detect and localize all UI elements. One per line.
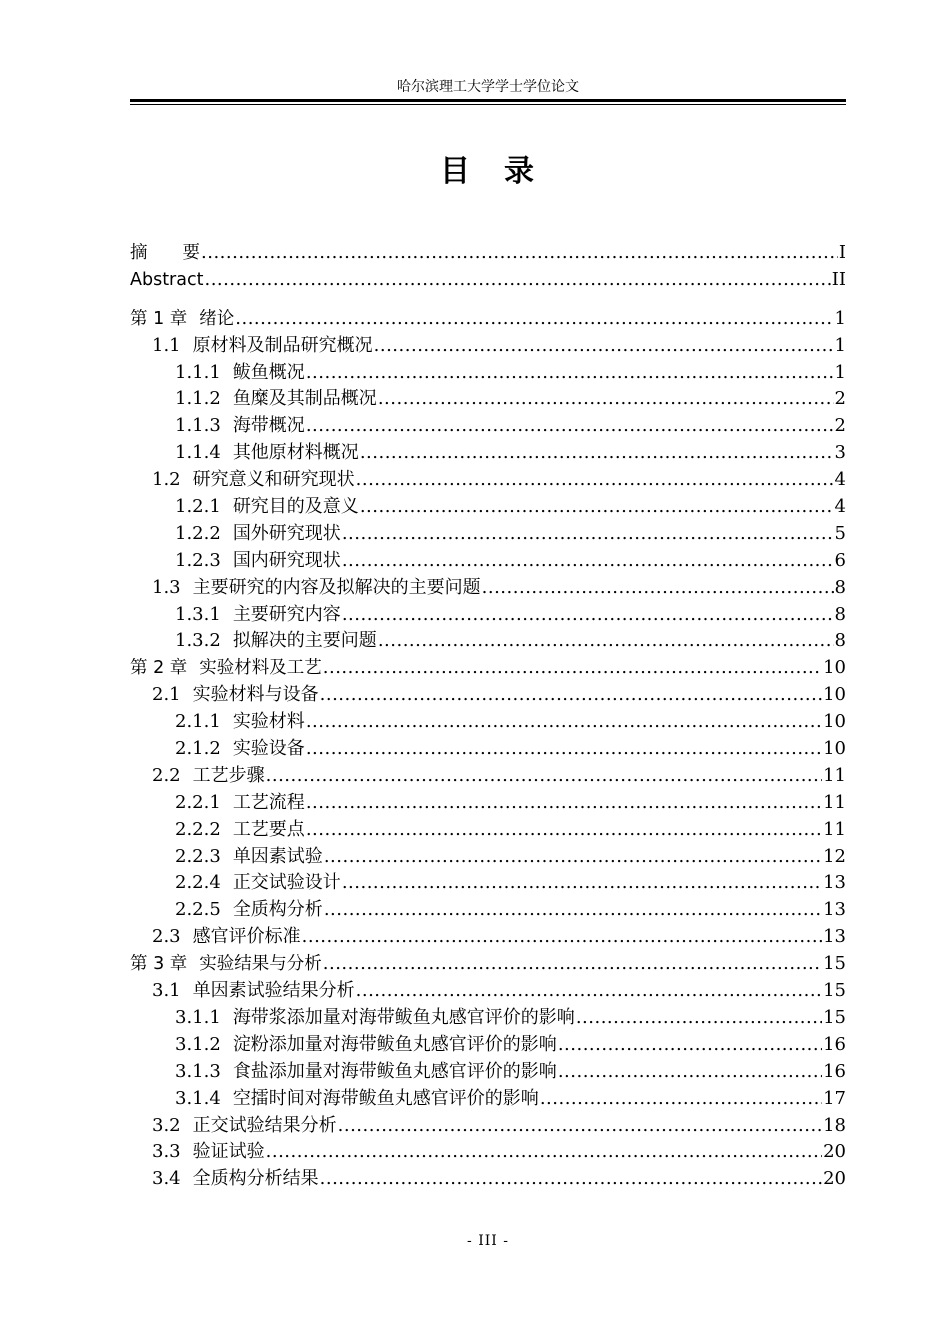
- toc-dot-leader: [235, 306, 833, 333]
- toc-entry-page: 11: [823, 818, 846, 840]
- toc-entry-page: 20: [823, 1141, 846, 1163]
- toc-dot-leader: [338, 1113, 822, 1140]
- table-of-contents: [130, 240, 846, 1193]
- toc-entry-number: 1.3.1: [175, 603, 221, 625]
- toc-entry-page: I: [838, 242, 846, 263]
- toc-entry-label: 拟解决的主要问题: [232, 630, 377, 652]
- toc-entry-number: 1.1.3: [175, 415, 221, 437]
- toc-entry[interactable]: [130, 870, 846, 897]
- toc-entry-page: 15: [823, 1006, 846, 1028]
- toc-dot-leader: [356, 467, 834, 494]
- toc-entry-label: 海带概况: [232, 415, 305, 437]
- toc-dot-leader: [266, 1139, 822, 1166]
- toc-dot-leader: [306, 790, 822, 817]
- toc-entry[interactable]: [130, 924, 846, 951]
- toc-entry-label: 感官评价标准: [192, 926, 301, 948]
- toc-entry[interactable]: [130, 951, 846, 978]
- toc-entry-number: 3.1.1: [175, 1006, 221, 1028]
- toc-dot-leader: [482, 575, 834, 602]
- toc-entry-number: 第 1 章: [130, 308, 188, 329]
- toc-entry[interactable]: [130, 1166, 846, 1193]
- toc-entry-page: 3: [834, 442, 846, 464]
- toc-dot-leader: [323, 951, 822, 978]
- page-title: 目 录: [440, 154, 536, 189]
- toc-dot-leader: [540, 1086, 822, 1113]
- toc-entry-number: 3.1.2: [175, 1033, 221, 1055]
- toc-entry[interactable]: [130, 790, 846, 817]
- toc-entry-number: 2.1.1: [175, 711, 221, 733]
- toc-entry-page: 8: [834, 576, 846, 598]
- toc-entry[interactable]: [130, 494, 846, 521]
- toc-entry-label: 淀粉添加量对海带鲅鱼丸感官评价的影响: [232, 1033, 557, 1055]
- toc-entry-label: 鱼糜及其制品概况: [232, 388, 377, 410]
- toc-entry-label: 工艺要点: [232, 818, 305, 840]
- toc-dot-leader: [306, 709, 822, 736]
- toc-entry[interactable]: [130, 575, 846, 602]
- toc-entry-label: 摘 要: [130, 243, 200, 263]
- toc-entry-label: 工艺流程: [232, 791, 305, 813]
- toc-entry-label: 实验设备: [232, 738, 305, 760]
- toc-entry-page: 1: [834, 307, 846, 329]
- toc-entry-page: 8: [834, 630, 846, 652]
- toc-entry[interactable]: [130, 628, 846, 655]
- toc-entry-label: 研究意义和研究现状: [192, 469, 355, 491]
- toc-entry-label: 单因素试验: [232, 845, 323, 867]
- toc-dot-leader: [266, 763, 822, 790]
- toc-entry[interactable]: [130, 360, 846, 387]
- toc-dot-leader: [360, 440, 834, 467]
- toc-entry[interactable]: [130, 1032, 846, 1059]
- toc-entry-number: 3.3: [152, 1141, 181, 1163]
- toc-entry-page: 16: [823, 1033, 846, 1055]
- toc-entry-number: 1.1.4: [175, 442, 221, 464]
- toc-entry-number: 1.1: [152, 334, 181, 356]
- toc-dot-leader: [342, 602, 834, 629]
- toc-entry-page: 1: [834, 361, 846, 383]
- toc-entry[interactable]: [130, 1059, 846, 1086]
- toc-dot-leader: [374, 333, 834, 360]
- toc-entry[interactable]: [130, 548, 846, 575]
- toc-entry[interactable]: [130, 897, 846, 924]
- toc-dot-leader: [306, 817, 822, 844]
- toc-dot-leader: [204, 267, 830, 294]
- toc-entry-number: 2.2.2: [175, 818, 221, 840]
- toc-entry[interactable]: [130, 1139, 846, 1166]
- toc-dot-leader: [576, 1005, 822, 1032]
- running-header: 哈尔滨理工大学学士学位论文: [397, 79, 579, 95]
- toc-entry[interactable]: [130, 1086, 846, 1113]
- toc-entry-number: 2.1.2: [175, 738, 221, 760]
- toc-entry-number: 2.2.5: [175, 899, 221, 921]
- header-rule-thin: [130, 104, 846, 105]
- toc-entry-label: 实验结果与分析: [199, 954, 322, 975]
- toc-entry-page: 15: [823, 953, 846, 975]
- toc-entry[interactable]: [130, 240, 846, 267]
- toc-dot-leader: [558, 1059, 822, 1086]
- toc-entry-page: II: [831, 268, 846, 290]
- toc-dot-leader: [306, 360, 834, 387]
- toc-entry-label: 正交试验结果分析: [192, 1114, 337, 1136]
- toc-entry-number: 3.2: [152, 1114, 181, 1136]
- toc-entry-label: 食盐添加量对海带鲅鱼丸感官评价的影响: [232, 1060, 557, 1082]
- toc-entry-page: 18: [823, 1114, 846, 1136]
- toc-entry-label: 空擂时间对海带鲅鱼丸感官评价的影响: [232, 1087, 539, 1109]
- toc-entry[interactable]: [130, 817, 846, 844]
- toc-entry-number: 2.2.3: [175, 845, 221, 867]
- toc-entry-number: 1.1.1: [175, 361, 221, 383]
- toc-entry-label: 主要研究的内容及拟解决的主要问题: [192, 576, 481, 598]
- toc-entry[interactable]: [130, 467, 846, 494]
- toc-entry-label: 绪论: [199, 308, 235, 329]
- toc-dot-leader: [201, 240, 838, 267]
- toc-entry-page: 2: [834, 415, 846, 437]
- toc-entry-number: 第 3 章: [130, 954, 188, 975]
- toc-entry-number: 2.3: [152, 926, 181, 948]
- toc-entry-label: 工艺步骤: [192, 764, 265, 786]
- toc-entry-page: 17: [823, 1087, 846, 1109]
- toc-entry-page: 10: [823, 711, 846, 733]
- toc-entry-label: 单因素试验结果分析: [192, 980, 355, 1002]
- toc-entry-page: 13: [823, 872, 846, 894]
- toc-entry-page: 4: [834, 496, 846, 518]
- toc-entry[interactable]: [130, 333, 846, 360]
- toc-entry-page: 16: [823, 1060, 846, 1082]
- toc-dot-leader: [323, 655, 822, 682]
- toc-entry-label: 国内研究现状: [232, 549, 341, 571]
- toc-entry-number: 1.2.1: [175, 496, 221, 518]
- page-number-footer: - III -: [467, 1233, 509, 1249]
- toc-entry-number: 1.2.2: [175, 522, 221, 544]
- toc-entry-number: 第 2 章: [130, 658, 188, 679]
- toc-entry-label: 实验材料: [232, 711, 305, 733]
- toc-dot-leader: [558, 1032, 822, 1059]
- toc-entry-number: 1.2: [152, 469, 181, 491]
- toc-entry-page: 1: [834, 334, 846, 356]
- toc-entry[interactable]: [130, 655, 846, 682]
- toc-dot-leader: [320, 1166, 822, 1193]
- toc-entry-page: 10: [823, 684, 846, 706]
- header-rule-thick: [130, 99, 846, 102]
- toc-entry[interactable]: [130, 978, 846, 1005]
- toc-entry-label: 全质构分析结果: [192, 1168, 319, 1190]
- toc-dot-leader: [342, 521, 834, 548]
- toc-entry-page: 15: [823, 980, 846, 1002]
- toc-entry-number: 1.2.3: [175, 549, 221, 571]
- toc-entry-number: 3.1.3: [175, 1060, 221, 1082]
- toc-entry-label: 其他原材料概况: [232, 442, 359, 464]
- toc-entry-label: 研究目的及意义: [232, 496, 359, 518]
- toc-dot-leader: [356, 978, 822, 1005]
- toc-entry[interactable]: [130, 386, 846, 413]
- toc-dot-leader: [378, 628, 834, 655]
- toc-entry[interactable]: [130, 306, 846, 333]
- toc-entry-page: 10: [823, 657, 846, 679]
- toc-entry-page: 11: [823, 764, 846, 786]
- toc-entry-page: 5: [834, 522, 846, 544]
- toc-entry-number: 2.1: [152, 684, 181, 706]
- toc-dot-leader: [320, 682, 822, 709]
- toc-entry-page: 13: [823, 899, 846, 921]
- toc-entry-label: 国外研究现状: [232, 522, 341, 544]
- toc-dot-leader: [306, 413, 834, 440]
- toc-dot-leader: [324, 844, 822, 871]
- toc-entry-label: 全质构分析: [232, 899, 323, 921]
- toc-entry-page: 20: [823, 1168, 846, 1190]
- toc-dot-leader: [378, 386, 834, 413]
- toc-entry-number: 2.2.1: [175, 791, 221, 813]
- toc-entry[interactable]: [130, 1005, 846, 1032]
- toc-entry-number: 2.2.4: [175, 872, 221, 894]
- toc-entry-label: 实验材料与设备: [192, 684, 319, 706]
- toc-entry-label: Abstract: [130, 269, 204, 290]
- toc-entry-label: 鲅鱼概况: [232, 361, 305, 383]
- toc-entry[interactable]: [130, 440, 846, 467]
- toc-entry-page: 6: [834, 549, 846, 571]
- toc-entry-number: 1.1.2: [175, 388, 221, 410]
- toc-entry-page: 8: [834, 603, 846, 625]
- toc-entry[interactable]: [130, 1113, 846, 1140]
- toc-entry-page: 10: [823, 738, 846, 760]
- toc-entry[interactable]: [130, 844, 846, 871]
- toc-dot-leader: [360, 494, 834, 521]
- toc-entry[interactable]: [130, 267, 846, 294]
- toc-dot-leader: [324, 897, 822, 924]
- toc-entry-label: 海带浆添加量对海带鲅鱼丸感官评价的影响: [232, 1006, 575, 1028]
- toc-entry-label: 主要研究内容: [232, 603, 341, 625]
- toc-entry[interactable]: [130, 602, 846, 629]
- toc-entry-page: 11: [823, 791, 846, 813]
- toc-entry-number: 1.3: [152, 576, 181, 598]
- toc-entry-number: 3.1.4: [175, 1087, 221, 1109]
- toc-entry[interactable]: [130, 682, 846, 709]
- toc-entry[interactable]: [130, 709, 846, 736]
- toc-dot-leader: [342, 870, 822, 897]
- toc-entry[interactable]: [130, 763, 846, 790]
- toc-entry[interactable]: [130, 521, 846, 548]
- toc-entry-page: 4: [834, 469, 846, 491]
- toc-entry-label: 验证试验: [192, 1141, 265, 1163]
- toc-entry-label: 实验材料及工艺: [199, 658, 322, 679]
- toc-entry-page: 2: [834, 388, 846, 410]
- toc-entry-number: 1.3.2: [175, 630, 221, 652]
- toc-entry-number: 3.1: [152, 980, 181, 1002]
- toc-entry-label: 正交试验设计: [232, 872, 341, 894]
- toc-entry-number: 3.4: [152, 1168, 181, 1190]
- toc-entry-page: 12: [823, 845, 846, 867]
- toc-entry[interactable]: [130, 736, 846, 763]
- toc-entry-label: 原材料及制品研究概况: [192, 334, 373, 356]
- toc-dot-leader: [302, 924, 822, 951]
- toc-dot-leader: [342, 548, 834, 575]
- toc-dot-leader: [306, 736, 822, 763]
- toc-entry-page: 13: [823, 926, 846, 948]
- toc-entry[interactable]: [130, 413, 846, 440]
- toc-entry-number: 2.2: [152, 764, 181, 786]
